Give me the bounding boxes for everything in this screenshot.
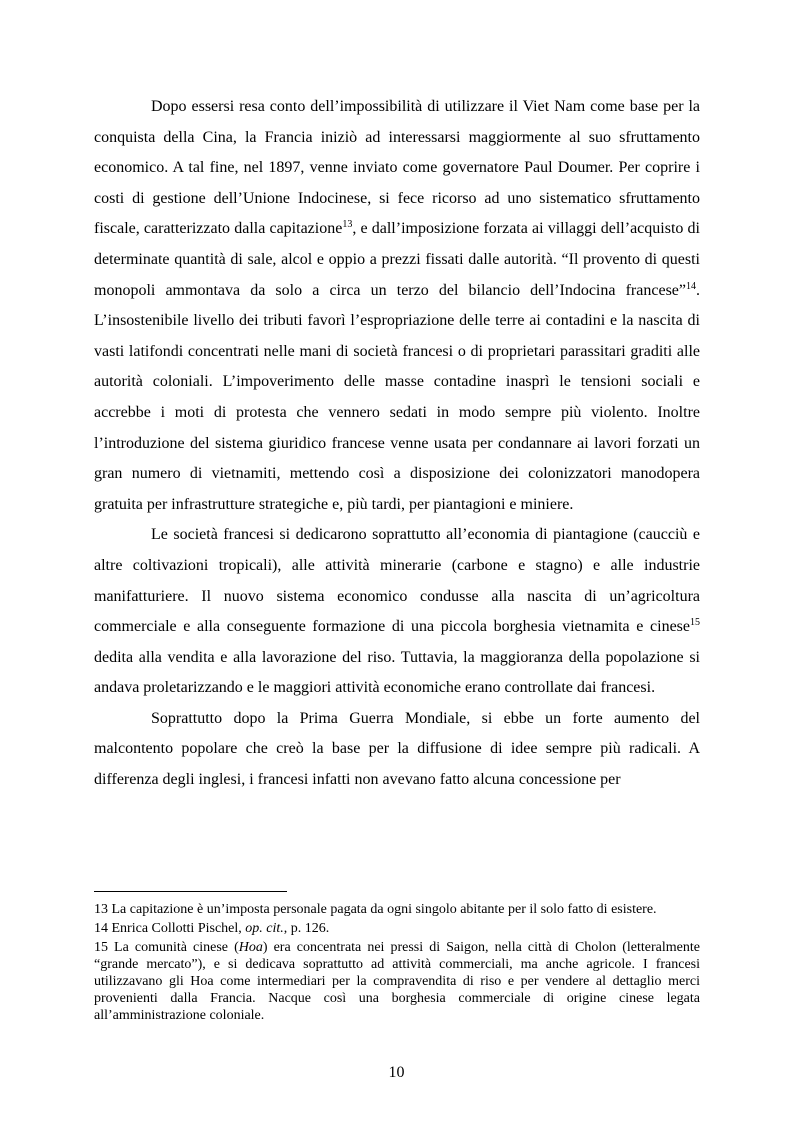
italic-text: Hoa <box>238 940 263 955</box>
body-text <box>94 92 700 796</box>
paragraph <box>94 92 700 520</box>
text-run: , e dall’imposizione forzata ai villaggi dell’acquisto di determinate quantità di sale, alcol e oppio a prezzi fissati dalle autorità. “Il provento di questi monopoli ammontava da solo a circa un terzo del bilancio dell’Indocina francese” <box>94 220 700 299</box>
text-run: 14 Enrica Collotti Pischel, <box>94 921 246 936</box>
italic-text: op. cit. <box>245 921 284 936</box>
footnote <box>94 901 700 918</box>
footnote-ref: 15 <box>690 617 700 629</box>
footnote-ref: 13 <box>342 219 353 231</box>
text-run: , p. 126. <box>283 921 330 936</box>
page-number: 10 <box>388 1064 405 1081</box>
text-run: . L’insostenibile livello dei tributi favorì l’espropriazione delle terre ai contadini e la nascita di vasti latifondi concentrati nelle mani di società francesi o di proprietari parassitari graditi alle autorità coloniali. L’impoverimento delle masse contadine inasprì le tensioni sociali e accrebbe i moti di protesta che vennero sedati in modo sempre più violento. Inoltre l’introduzione del sistema giuridico francese venne usata per condannare ai lavori forzati un gran numero di vietnamiti, mettendo così a disposizione dei colonizzatori manodopera gratuita per infrastrutture strategiche e, più tardi, per piantagioni e miniere. <box>94 281 700 513</box>
footnote <box>94 920 700 937</box>
text-run: Dopo essersi resa conto dell’impossibilità di utilizzare il Viet Nam come base per la conquista della Cina, la Francia iniziò ad interessarsi maggiormente al suo sfruttamento economico. A tal fine, nel 1897, venne inviato come governatore Paul Doumer. Per coprire i costi di gestione dell’Unione Indocinese, si fece ricorso ad uno sistematico sfruttamento fiscale, caratterizzato dalla capitazione <box>94 98 700 238</box>
footnote-separator <box>94 891 287 892</box>
text-run: dedita alla vendita e alla lavorazione del riso. Tuttavia, la maggioranza della popolazione si andava proletarizzando e le maggiori attività economiche erano controllate dai francesi. <box>94 648 700 697</box>
footnote <box>94 939 700 1024</box>
footnotes <box>94 901 700 1026</box>
text-run: ) era concentrata nei pressi di Saigon, nella città di Cholon (letteralmente “grande mercato”), e si dedicava soprattutto ad attività commerciali, ma anche agricole. I francesi utilizzavano gli Hoa come intermediari per la compravendita di riso e per vendere al dettaglio merci provenienti dalla Francia. Nacque così una borghesia commerciale di origine cinese legata all’amministrazione coloniale. <box>94 940 700 1023</box>
text-run: Le società francesi si dedicarono soprattutto all’economia di piantagione (caucciù e altre coltivazioni tropicali), alle attività minerarie (carbone e stagno) e alle industrie manifatturiere. Il nuovo sistema economico condusse alla nascita di un’agricoltura commerciale e alla conseguente formazione di una piccola borghesia vietnamita e cinese <box>94 526 700 636</box>
footnote-ref: 14 <box>686 280 696 292</box>
text-run: 13 La capitazione è un’imposta personale pagata da ogni singolo abitante per il solo fatto di esistere. <box>94 902 657 917</box>
paragraph <box>94 520 700 704</box>
paragraph <box>94 704 700 796</box>
text-run: Soprattutto dopo la Prima Guerra Mondiale, si ebbe un forte aumento del malcontento popolare che creò la base per la diffusione di idee sempre più radicali. A differenza degli inglesi, i francesi infatti non avevano fatto alcuna concessione per <box>94 709 700 789</box>
text-run: 15 La comunità cinese ( <box>94 940 239 955</box>
